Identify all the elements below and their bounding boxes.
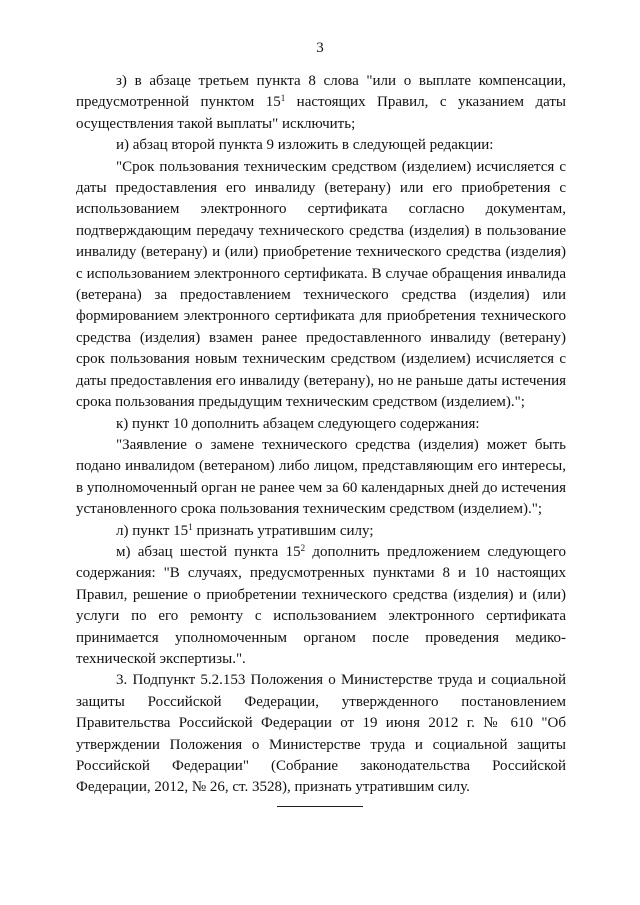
paragraph-p-z <box>76 71 566 135</box>
superscript-index: 1 <box>188 521 193 532</box>
paragraph-text: 3. Подпункт 5.2.153 Положения о Министерстве труда и социальной защиты Российской Федерации, утвержденного постановлением Правительства Российской Федерации от 19 июня 2012 г. № 610 "Об утверждении Положения о Министерстве труда и социальной защиты Российской Федерации" (Собрание законодательства Российской Федерации, 2012, № 26, ст. 3528), признать утратившим силу. <box>76 672 566 796</box>
paragraph-p-m <box>76 542 566 670</box>
paragraph-text: "Срок пользования техническим средством (изделием) исчисляется с даты предоставления его инвалиду (ветерану) или его приобретения с использованием электронного сертификата согласно документам, подтверждающим передачу технического средства (изделия) в пользование инвалиду (ветерану) и (или) приобретение технического средства (изделия) с использованием электронного сертификата. В случае обращения инвалида (ветерана) за предоставлением технического средства (изделия) или формированием электронного сертификата для приобретения технического средства (изделия) взамен ранее предоставленного инвалиду (ветерану) срок пользования новым техническим средством (изделием) исчисляется с даты предоставления его инвалиду (ветерану), но не раньше даты истечения срока пользования предыдущим техническим средством (изделием)."; <box>76 158 566 411</box>
paragraph-text: к) пункт 10 дополнить абзацем следующего содержания: <box>116 415 480 432</box>
paragraph-text: "Заявление о замене технического средства (изделия) может быть подано инвалидом (ветераном) либо лицом, представляющим его интересы, в уполномоченный орган не ранее чем за 60 календарных дней до истечения установленного срока пользования техническим средством (изделием)."; <box>76 436 566 518</box>
paragraph-text: и) абзац второй пункта 9 изложить в следующей редакции: <box>116 137 494 154</box>
page-number: 3 <box>316 40 324 56</box>
paragraph-p-i <box>76 135 566 156</box>
paragraph-text: дополнить предложением следующего содержания: "В случаях, предусмотренных пунктами 8 и 10 настоящих Правил, решение о приобретении технического средства (изделия) и (или) услуги по его ремонту с использованием электронного сертификата принимается уполномоченным органом после проведения медико-технической экспертизы.". <box>76 543 566 667</box>
end-of-text-line <box>277 806 363 807</box>
paragraph-text: признать утратившим силу; <box>192 522 374 539</box>
paragraph-p-k-quote <box>76 435 566 521</box>
superscript-index: 2 <box>300 542 306 553</box>
paragraph-p-3 <box>76 670 566 798</box>
paragraph-text: з) в абзаце третьем пункта 8 слова "или о выплате компенсации, предусмотренной пунктом 15 <box>76 73 566 111</box>
paragraph-p-i-quote <box>76 157 566 414</box>
document-body <box>76 71 566 799</box>
superscript-index: 1 <box>280 93 286 104</box>
paragraph-text: л) пункт 15 <box>116 522 189 539</box>
paragraph-p-k <box>76 414 566 435</box>
paragraph-p-l <box>76 521 566 542</box>
paragraph-text: настоящих Правил, с указанием даты осуществления такой выплаты" исключить; <box>76 94 566 132</box>
paragraph-text: м) абзац шестой пункта 15 <box>116 543 301 560</box>
